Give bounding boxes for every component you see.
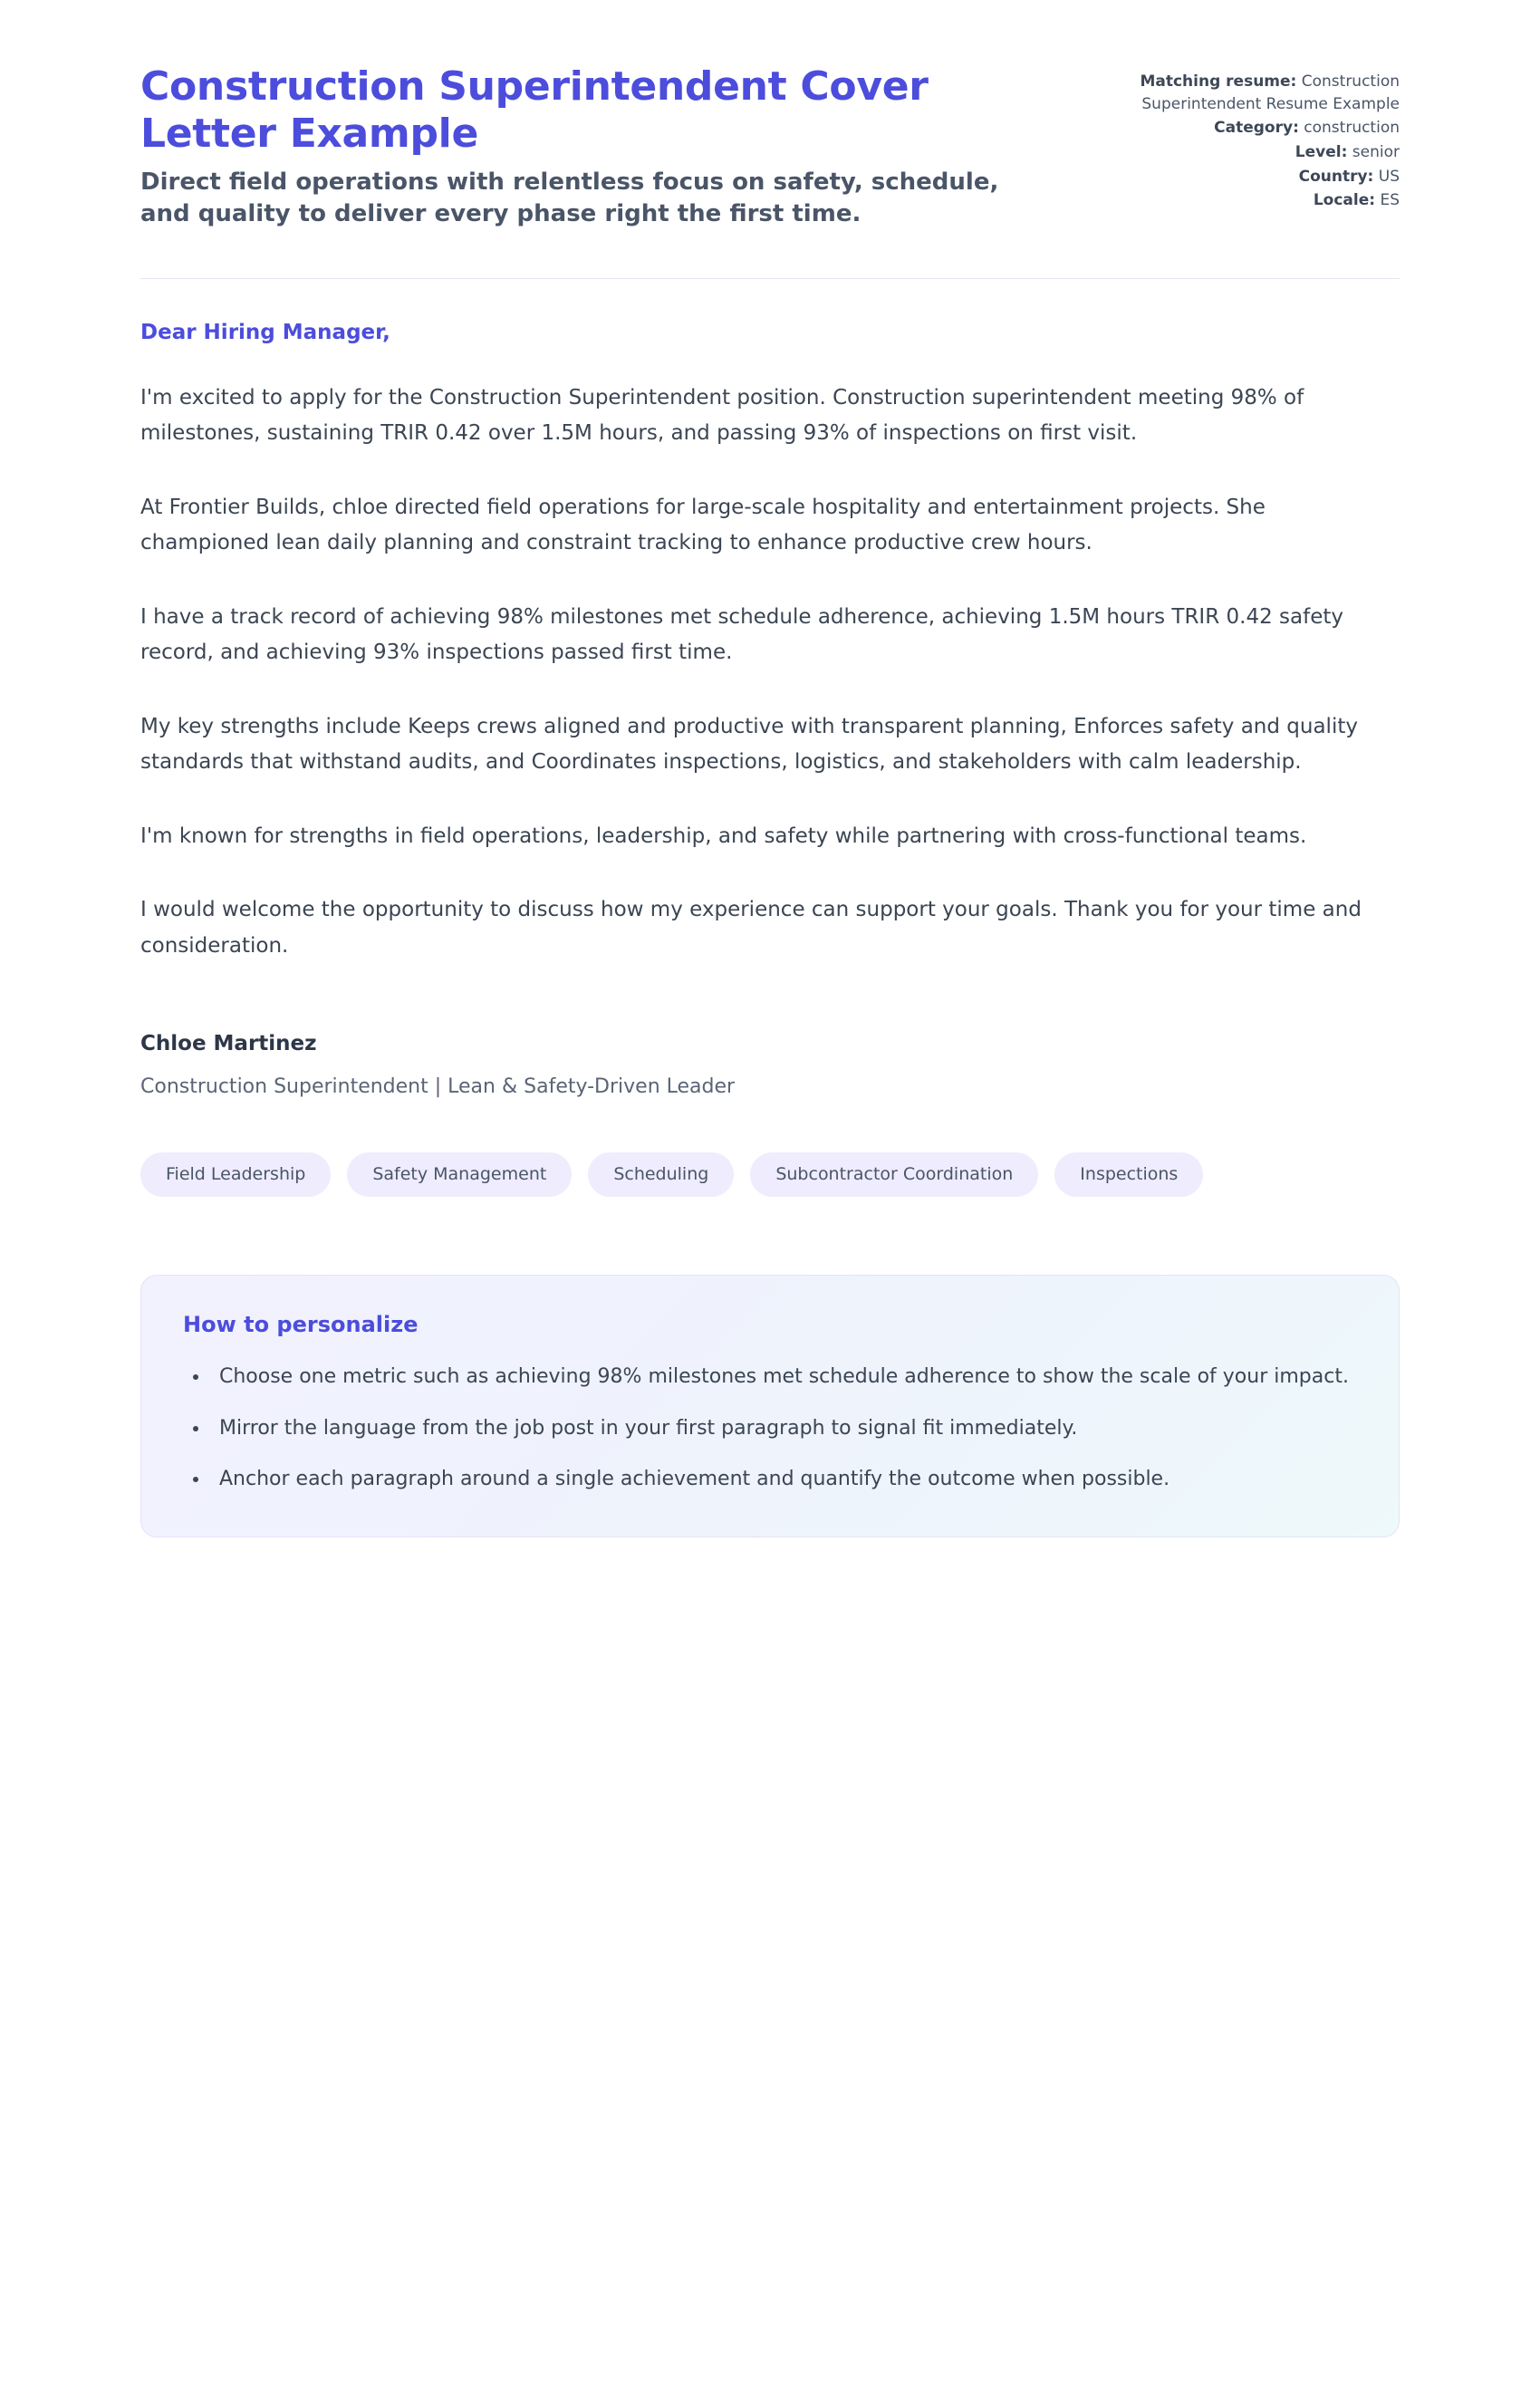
letter-paragraph: I'm known for strengths in field operations, leadership, and safety while partnering with cross-functional teams. (140, 824, 1307, 848)
page-subtitle: Direct field operations with relentless focus on safety, schedule, and quality to deliver every phase right the first time. (140, 168, 999, 228)
meta-country (1128, 166, 1400, 188)
meta-matching-resume-value: Construction Superintendent Resume Example (1141, 72, 1400, 113)
meta-level (1128, 141, 1400, 164)
meta-level-value: senior (1352, 142, 1400, 161)
signature-role: Construction Superintendent | Lean & Safety-Driven Leader (140, 1074, 736, 1098)
document-meta (1128, 63, 1400, 214)
meta-matching-resume (1128, 71, 1400, 115)
letter-paragraph: I'm excited to apply for the Construction Superintendent position. Construction superintendent meeting 98% of milestones, sustaining TRIR 0.42 over 1.5M hours, and passing 93% of inspections on first visit. (140, 385, 1304, 446)
header-text-block (140, 63, 1055, 231)
meta-country-value: US (1378, 167, 1400, 186)
letter-paragraph: At Frontier Builds, chloe directed field operations for large-scale hospitality and entertainment projects. She championed lean daily planning and constraint tracking to enhance productive crew hours. (140, 495, 1266, 555)
meta-level-label: Level: (1295, 142, 1348, 161)
meta-locale (1128, 189, 1400, 212)
page-title: Construction Superintendent Cover Letter Example (140, 63, 929, 157)
meta-category-value: construction (1304, 119, 1400, 138)
list-item: • Anchor each paragraph around a single achievement and quantify the outcome when possible. (210, 1463, 1357, 1497)
personalize-callout (140, 1275, 1400, 1538)
signature-name: Chloe Martinez (140, 1031, 317, 1055)
meta-matching-resume-label: Matching resume: (1140, 72, 1297, 91)
meta-category-label: Category: (1214, 119, 1299, 138)
meta-country-label: Country: (1298, 167, 1374, 186)
skill-tag[interactable]: Scheduling (588, 1152, 734, 1197)
meta-locale-label: Locale: (1313, 191, 1376, 210)
skill-tag[interactable]: Inspections (1054, 1152, 1203, 1197)
skill-tag[interactable]: Safety Management (347, 1152, 572, 1197)
signature-block (140, 1032, 1400, 1098)
list-item: • Choose one metric such as achieving 98% milestones met schedule adherence to show the scale of your impact. (210, 1361, 1357, 1394)
meta-category (1128, 117, 1400, 140)
skill-tag[interactable]: Field Leadership (140, 1152, 331, 1197)
header-divider (140, 278, 1400, 279)
skill-tag-list (140, 1152, 1400, 1197)
callout-list (183, 1361, 1357, 1498)
letter-body (140, 321, 1400, 1098)
document-header (140, 63, 1400, 231)
callout-title: How to personalize (183, 1311, 419, 1337)
meta-locale-value: ES (1380, 191, 1400, 210)
skill-tag[interactable]: Subcontractor Coordination (750, 1152, 1038, 1197)
letter-paragraph: I would welcome the opportunity to discuss how my experience can support your goals. Thank you for your time and consideration. (140, 898, 1362, 958)
letter-salutation: Dear Hiring Manager, (140, 320, 390, 344)
list-item: • Mirror the language from the job post in your first paragraph to signal fit immediately. (210, 1412, 1357, 1446)
letter-paragraph: My key strengths include Keeps crews aligned and productive with transparent planning, Enforces safety and quality standards that withstand audits, and Coordinates inspections, logistics, and stakeholders with calm leadership. (140, 714, 1358, 775)
letter-paragraph: I have a track record of achieving 98% milestones met schedule adherence, achieving 1.5M hours TRIR 0.42 safety record, and achieving 93% inspections passed first time. (140, 604, 1343, 665)
